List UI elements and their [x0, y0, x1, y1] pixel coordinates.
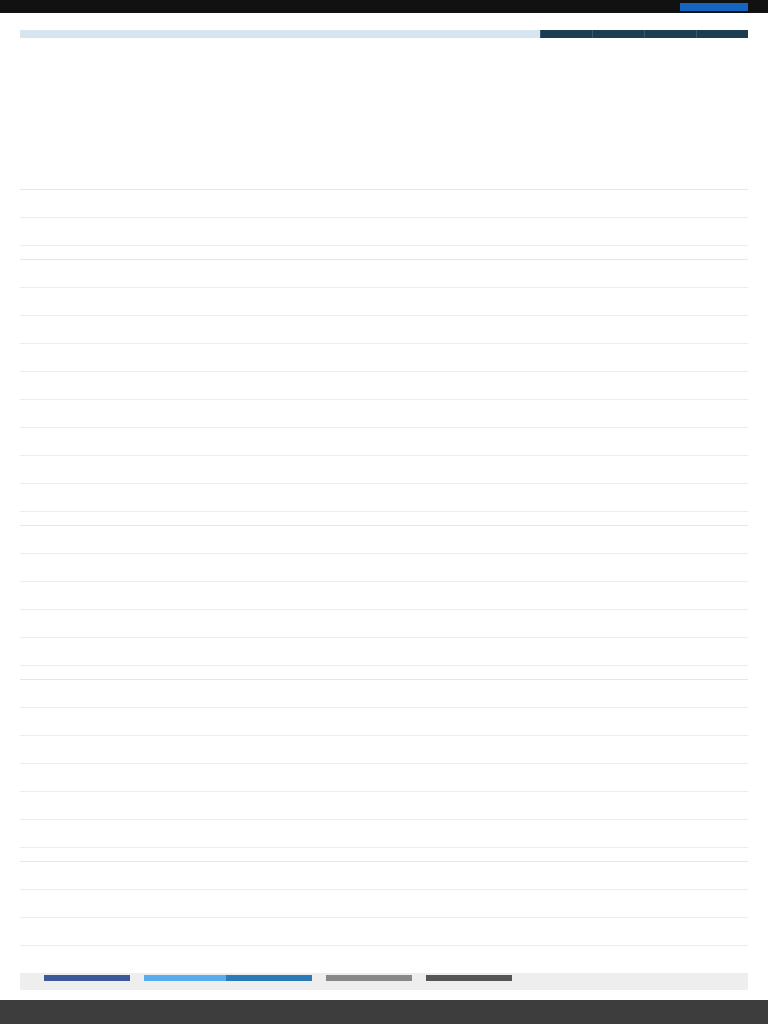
top-bar	[0, 0, 768, 13]
nav-tab[interactable]	[540, 30, 592, 38]
article-summary-cell	[200, 792, 748, 819]
navigation-strip	[20, 30, 748, 38]
article-row	[20, 890, 748, 918]
article-summary	[202, 893, 742, 915]
article-summary-cell	[200, 190, 748, 217]
nav-tab[interactable]	[696, 30, 748, 38]
account-link[interactable]	[586, 2, 672, 11]
article-link[interactable]	[32, 530, 200, 540]
article-date	[32, 232, 200, 241]
article-link[interactable]	[32, 404, 200, 414]
article-row	[20, 610, 748, 638]
article-link[interactable]	[32, 866, 200, 876]
article-summary	[202, 585, 742, 607]
intro-link[interactable]	[30, 68, 722, 78]
article-meta	[20, 554, 200, 581]
nav-tab[interactable]	[644, 30, 696, 38]
article-summary-cell	[200, 638, 748, 665]
section-heading	[20, 666, 748, 680]
site-title	[22, 2, 382, 11]
article-row	[20, 190, 748, 218]
bullet-icon	[22, 88, 30, 98]
article-date	[32, 750, 200, 759]
article-link[interactable]	[32, 894, 200, 904]
article-date	[32, 540, 200, 549]
outro-text	[22, 948, 746, 972]
article-link[interactable]	[32, 432, 200, 442]
share-button[interactable]	[326, 975, 412, 981]
article-summary	[202, 613, 742, 635]
article-row	[20, 344, 748, 372]
article-summary-cell	[200, 316, 748, 343]
share-button[interactable]	[226, 975, 312, 981]
article-date	[32, 806, 200, 815]
article-date	[32, 596, 200, 605]
article-date	[32, 778, 200, 787]
share-button[interactable]	[44, 975, 130, 981]
article-summary-cell	[200, 484, 748, 511]
intro-link-item	[22, 88, 722, 98]
article-row	[20, 862, 748, 890]
article-summary-cell	[200, 736, 748, 763]
article-summary	[202, 375, 742, 397]
intro-link-item	[22, 138, 722, 148]
intro-link-list	[22, 68, 722, 152]
article-summary-cell	[200, 218, 748, 245]
article-meta	[20, 400, 200, 427]
article-meta	[20, 862, 200, 889]
article-summary	[202, 431, 742, 453]
footer	[0, 1000, 768, 1024]
bullet-icon	[22, 98, 30, 108]
bullet-icon	[22, 128, 30, 138]
article-row	[20, 484, 748, 512]
article-meta	[20, 820, 200, 847]
bullet-icon	[22, 138, 30, 148]
article-summary-cell	[200, 344, 748, 371]
article-meta	[20, 218, 200, 245]
article-meta	[20, 638, 200, 665]
article-summary-cell	[200, 764, 748, 791]
article-row	[20, 820, 748, 848]
article-meta	[20, 288, 200, 315]
bullet-icon	[22, 118, 30, 128]
article-summary	[202, 319, 742, 341]
article-link[interactable]	[32, 292, 200, 302]
article-row	[20, 638, 748, 666]
article-row	[20, 372, 748, 400]
article-summary-cell	[200, 554, 748, 581]
article-row	[20, 680, 748, 708]
article-summary	[202, 683, 742, 705]
article-row	[20, 428, 748, 456]
intro-link[interactable]	[30, 78, 722, 88]
article-date	[32, 722, 200, 731]
article-meta	[20, 190, 200, 217]
article-meta	[20, 372, 200, 399]
article-summary-cell	[200, 862, 748, 889]
article-summary-cell	[200, 288, 748, 315]
article-meta	[20, 792, 200, 819]
article-date	[32, 624, 200, 633]
article-summary	[202, 221, 742, 243]
bullet-icon	[22, 108, 30, 118]
intro-link[interactable]	[30, 108, 722, 118]
article-summary-cell	[200, 820, 748, 847]
article-link[interactable]	[32, 320, 200, 330]
article-summary	[202, 823, 742, 845]
article-summary	[202, 403, 742, 425]
intro-link-item	[22, 98, 722, 108]
article-date	[32, 876, 200, 885]
article-date	[32, 442, 200, 451]
nav-tab[interactable]	[592, 30, 644, 38]
article-summary	[202, 767, 742, 789]
article-meta	[20, 428, 200, 455]
section-heading	[20, 246, 748, 260]
page-title	[22, 44, 722, 66]
intro-link[interactable]	[30, 138, 722, 148]
article-summary	[202, 739, 742, 761]
footer-text	[22, 1003, 746, 1012]
article-summary	[202, 487, 742, 509]
article-row	[20, 400, 748, 428]
article-summary	[202, 263, 742, 285]
article-meta	[20, 316, 200, 343]
section-heading	[20, 512, 748, 526]
article-link[interactable]	[32, 376, 200, 386]
article-summary-cell	[200, 680, 748, 707]
bullet-icon	[22, 78, 30, 88]
article-row	[20, 260, 748, 288]
article-link[interactable]	[32, 614, 200, 624]
article-link[interactable]	[32, 264, 200, 274]
article-summary-cell	[200, 582, 748, 609]
article-link[interactable]	[32, 558, 200, 568]
bullet-icon	[22, 68, 30, 78]
intro-paragraph	[22, 152, 746, 174]
article-link[interactable]	[32, 922, 200, 932]
article-date	[32, 470, 200, 479]
article-date	[32, 694, 200, 703]
article-date	[32, 386, 200, 395]
article-link[interactable]	[32, 684, 200, 694]
article-row	[20, 456, 748, 484]
intro-link[interactable]	[30, 88, 722, 98]
article-summary-cell	[200, 400, 748, 427]
article-summary	[202, 291, 742, 313]
article-date	[32, 358, 200, 367]
article-meta	[20, 708, 200, 735]
article-meta	[20, 260, 200, 287]
intro-link-item	[22, 118, 722, 128]
article-link[interactable]	[32, 194, 200, 204]
article-meta	[20, 484, 200, 511]
article-summary-cell	[200, 428, 748, 455]
article-row	[20, 526, 748, 554]
nav-label	[36, 30, 496, 38]
article-meta	[20, 736, 200, 763]
article-summary	[202, 795, 742, 817]
article-meta	[20, 680, 200, 707]
article-summary	[202, 641, 742, 663]
article-link[interactable]	[32, 488, 200, 498]
article-row	[20, 736, 748, 764]
article-row	[20, 764, 748, 792]
intro-link[interactable]	[30, 118, 722, 128]
article-summary	[202, 529, 742, 551]
article-date	[32, 330, 200, 339]
article-summary	[202, 347, 742, 369]
article-summary	[202, 557, 742, 579]
article-date	[32, 498, 200, 507]
article-link[interactable]	[32, 712, 200, 722]
intro-link-item	[22, 108, 722, 118]
article-summary	[202, 865, 742, 887]
article-summary-cell	[200, 610, 748, 637]
article-link[interactable]	[32, 642, 200, 652]
nav-tabs	[540, 30, 748, 38]
article-summary-cell	[200, 372, 748, 399]
intro-link[interactable]	[30, 98, 722, 108]
article-row	[20, 792, 748, 820]
article-meta	[20, 526, 200, 553]
article-summary	[202, 193, 742, 215]
article-date	[32, 274, 200, 283]
share-button[interactable]	[426, 975, 512, 981]
article-summary-cell	[200, 890, 748, 917]
article-meta	[20, 344, 200, 371]
footer-text	[22, 1013, 746, 1022]
article-link[interactable]	[32, 222, 200, 232]
article-link[interactable]	[32, 348, 200, 358]
article-summary	[202, 711, 742, 733]
article-summary-cell	[200, 708, 748, 735]
article-summary-cell	[200, 526, 748, 553]
article-row	[20, 218, 748, 246]
article-link[interactable]	[32, 740, 200, 750]
intro-link[interactable]	[30, 128, 722, 138]
outro-heading	[22, 934, 746, 948]
section-heading	[20, 176, 748, 190]
article-link[interactable]	[32, 586, 200, 596]
intro-link-item	[22, 78, 722, 88]
article-row	[20, 708, 748, 736]
section-heading	[20, 848, 748, 862]
article-feed	[20, 176, 748, 1002]
article-row	[20, 582, 748, 610]
article-row	[20, 288, 748, 316]
article-date	[32, 204, 200, 213]
article-date	[32, 904, 200, 913]
article-summary-cell	[200, 456, 748, 483]
article-date	[32, 302, 200, 311]
article-summary	[202, 459, 742, 481]
article-meta	[20, 764, 200, 791]
article-link[interactable]	[32, 768, 200, 778]
article-meta	[20, 890, 200, 917]
share-bar	[20, 974, 748, 990]
article-link[interactable]	[32, 796, 200, 806]
top-action-button[interactable]	[680, 3, 748, 11]
article-row	[20, 316, 748, 344]
article-row	[20, 554, 748, 582]
article-date	[32, 568, 200, 577]
article-date	[32, 414, 200, 423]
intro-link-item	[22, 68, 722, 78]
article-link[interactable]	[32, 824, 200, 834]
article-meta	[20, 610, 200, 637]
article-link[interactable]	[32, 460, 200, 470]
article-meta	[20, 456, 200, 483]
article-summary-cell	[200, 260, 748, 287]
article-date	[32, 652, 200, 661]
article-meta	[20, 582, 200, 609]
intro-link-item	[22, 128, 722, 138]
share-button[interactable]	[144, 975, 230, 981]
outro	[22, 934, 746, 974]
article-date	[32, 834, 200, 843]
